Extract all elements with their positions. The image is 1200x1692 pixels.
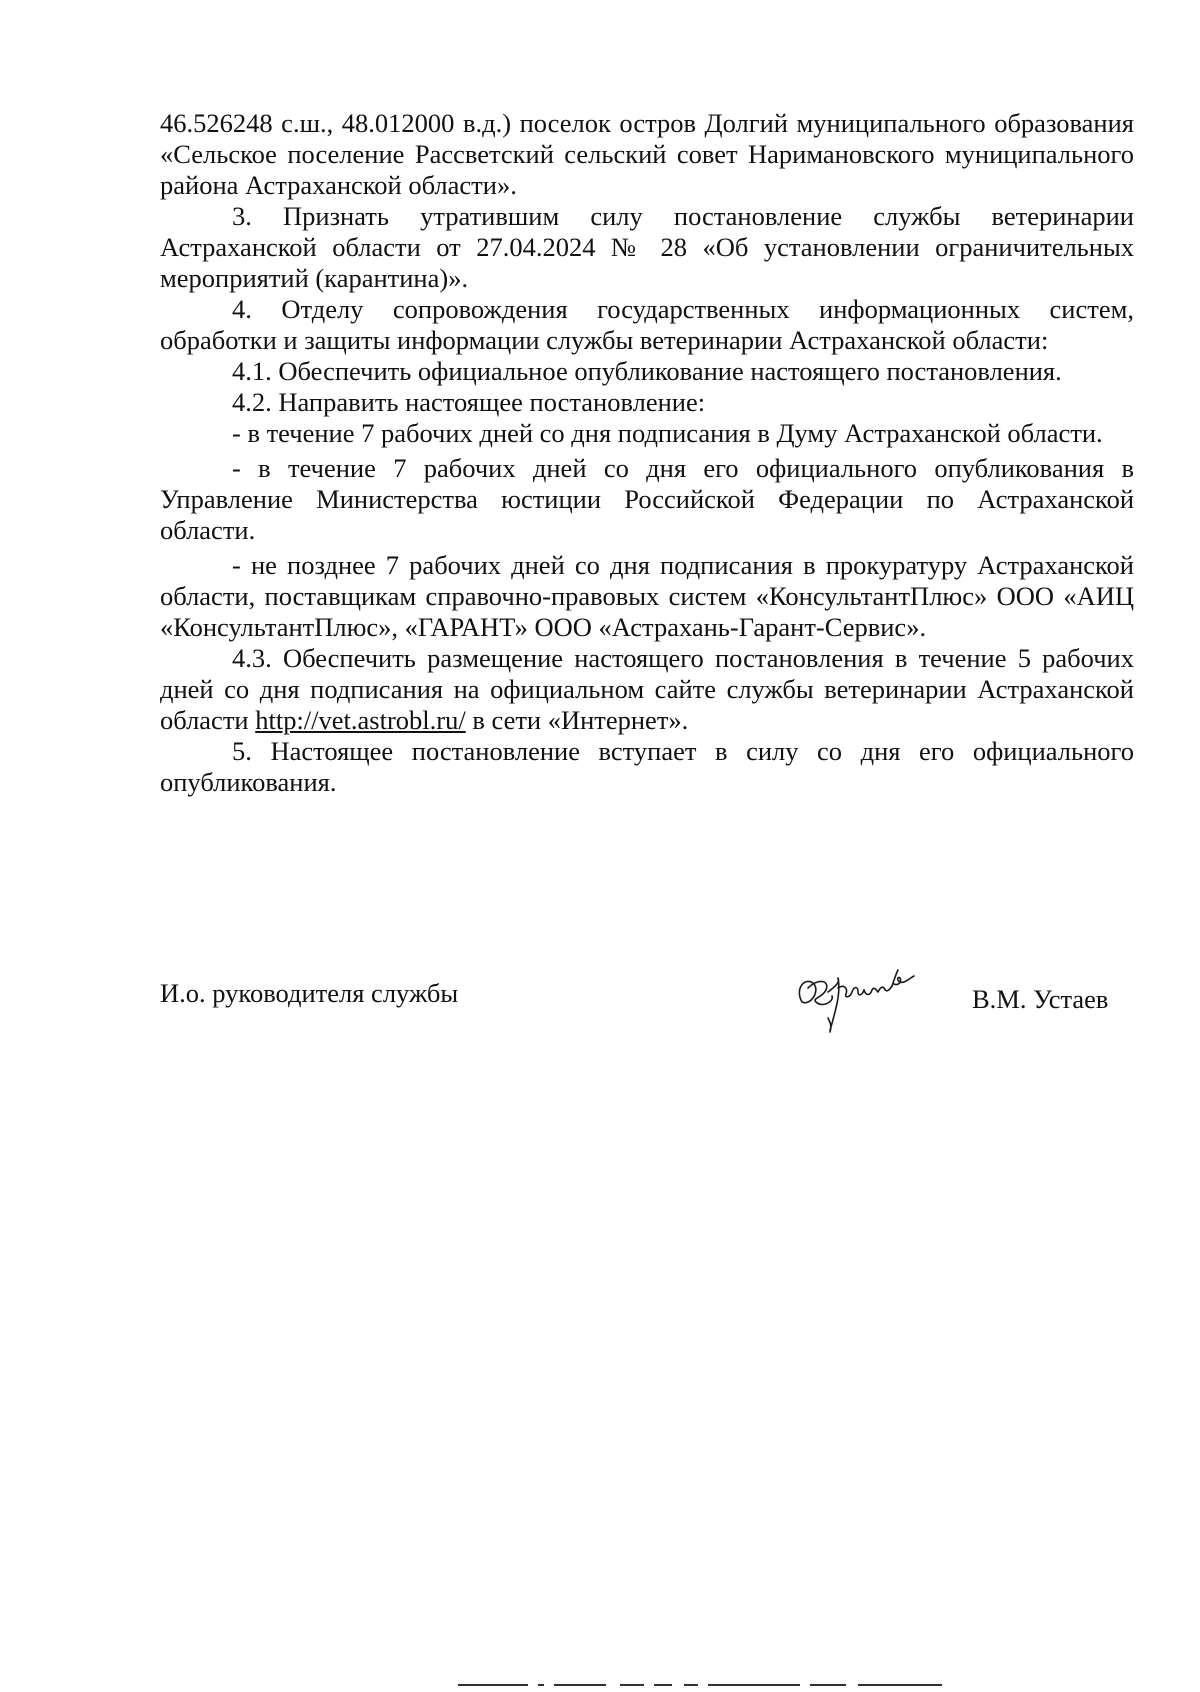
signatory-title: И.о. руководителя службы <box>160 978 459 1008</box>
paragraph-5: 5. Настоящее постановление вступает в силу со дня его официального опубликования. <box>160 736 1134 797</box>
handwritten-signature <box>788 958 928 1036</box>
paragraph-4-1: 4.1. Обеспечить официальное опубликование настоящего постановления. <box>232 356 1062 386</box>
list-item-duma: - в течение 7 рабочих дней со дня подписания в Думу Астраханской области. <box>232 418 1103 448</box>
website-link[interactable]: http://vet.astrobl.ru/ <box>255 705 466 735</box>
paragraph-4-3 <box>160 643 1134 736</box>
paragraph-4: 4. Отделу сопровождения государственных информационных систем, обработки и защиты информации службы ветеринарии Астраханской области: <box>160 294 1134 355</box>
scan-edge-marks <box>458 1683 942 1689</box>
paragraph-4-2: 4.2. Направить настоящее постановление: <box>232 387 706 417</box>
paragraph-3: 3. Признать утратившим силу постановление службы ветеринарии Астраханской области от 27.04.2024 № 28 «Об установлении ограничительных мероприятий (карантина)». <box>160 201 1134 293</box>
document-body <box>160 108 1134 798</box>
list-item-prosecutor: - не позднее 7 рабочих дней со дня подписания в прокуратуру Астраханской области, поставщикам справочно-правовых систем «КонсультантПлюс» ООО «АИЦ «КонсультантПлюс», «ГАРАНТ» ООО «Астрахань-Гарант-Сервис». <box>160 550 1134 642</box>
list-item-ministry: - в течение 7 рабочих дней со дня его официального опубликования в Управление Министерства юстиции Российской Федерации по Астраханской области. <box>160 453 1134 545</box>
signatory-name: В.М. Устаев <box>972 984 1109 1014</box>
paragraph-coordinates: 46.526248 с.ш., 48.012000 в.д.) поселок остров Долгий муниципального образования «Сельское поселение Рассветский сельский совет Наримановского муниципального района Астраханской области». <box>160 108 1134 200</box>
paragraph-4-3-text: 4.3. Обеспечить размещение настоящего постановления в течение 5 рабочих дней со дня подписания на официальном сайте службы ветеринарии Астраханской области <box>160 643 1134 735</box>
paragraph-4-3-suffix: в сети «Интернет». <box>465 705 689 735</box>
